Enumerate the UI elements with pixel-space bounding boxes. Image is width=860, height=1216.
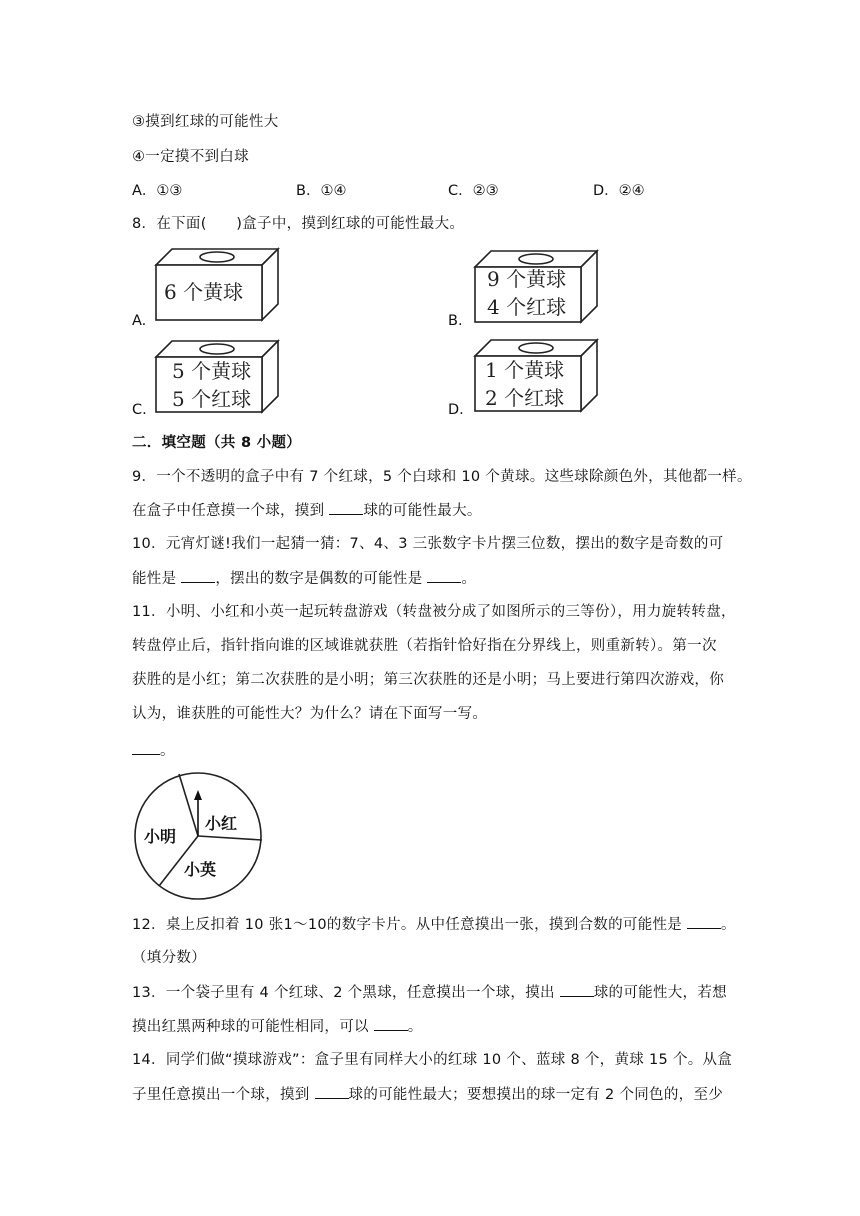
q9-line-2: 在盒子中任意摸一个球，摸到 球的可能性最大。 [132,500,482,521]
section-heading-fill-in: 二．填空题（共 8 小题） [132,435,302,451]
q11-line-2: 转盘停止后，指针指向谁的区域谁就获胜（若指针恰好指在分界线上，则重新转）。第一次 [132,638,717,654]
q10-answer-blank-even[interactable] [427,568,461,583]
q14-line-2: 子里任意摸出一个球，摸到 球的可能性最大；要想摸出的球一定有 2 个同色的，至少 [132,1084,723,1105]
spinner-label-xiaoying: 小英 [184,860,217,879]
q8-box-b-image [469,246,601,326]
q8-box-d-line1: 1 个黄球 [485,358,565,382]
q11-line-3: 获胜的是小红；第二次获胜的是小明；第三次获胜的还是小明；马上要进行第四次游戏，你 [132,672,724,688]
q8-option-d-letter: D. [448,402,464,418]
q8-option-b-letter: B. [448,313,463,329]
q8-box-d-line2: 2 个红球 [485,386,565,410]
q7-option-b: B．①④ [296,183,347,199]
q12-line-2: （填分数） [132,950,206,966]
q11-line-1: 11．小明、小红和小英一起玩转盘游戏（转盘被分成了如图所示的三等份），用力旋转转盘， [132,604,736,620]
q7-statement-4: ④一定摸不到白球 [132,149,249,165]
q8-box-a-image [150,244,282,324]
q7-option-a: A．①③ [132,183,183,199]
q12-line-1: 12．桌上反扣着 10 张1～10的数字卡片。从中任意摸出一张，摸到合数的可能性是 。 [132,914,736,935]
q13-line-1: 13．一个袋子里有 4 个红球、2 个黑球，任意摸出一个球，摸出 球的可能性大，若想 [132,982,727,1003]
spinner-label-xiaoming: 小明 [144,827,177,846]
q8-box-c-line2: 5 个红球 [172,387,252,411]
q8-box-a-line1: 6 个黄球 [164,280,244,304]
q8-box-d-image [469,335,601,415]
q7-statement-3: ③摸到红球的可能性大 [132,114,279,130]
q8-option-a-letter: A. [132,313,147,329]
q8-stem: 8．在下面( )盒子中，摸到红球的可能性最大。 [132,216,465,232]
q10-answer-blank-odd[interactable] [181,568,215,583]
q11-spinner-diagram [128,770,268,902]
q11-answer-blank[interactable] [132,740,160,755]
q11-answer-line: 。 [132,740,175,761]
q10-line-2: 能性是 ，摆出的数字是偶数的可能性是 。 [132,568,476,589]
q8-box-b-line2: 4 个红球 [487,295,567,319]
q13-line-2: 摸出红黑两种球的可能性相同，可以 。 [132,1016,423,1037]
q13-answer-blank-method[interactable] [374,1016,408,1031]
q9-answer-blank[interactable] [329,500,363,515]
q11-line-4: 认为，谁获胜的可能性大？为什么？请在下面写一写。 [132,706,488,722]
q14-line-1: 14．同学们做“摸球游戏”：盒子里有同样大小的红球 10 个、蓝球 8 个，黄球 15 个。从盒 [132,1052,733,1068]
q10-line-1: 10．元宵灯谜!我们一起猜一猜：7、4、3 三张数字卡片摆三位数，摆出的数字是奇数的可 [132,536,724,552]
q7-option-c: C．②③ [448,183,499,199]
q8-box-c-line1: 5 个黄球 [172,359,252,383]
q8-box-c-image [150,336,282,416]
q12-answer-blank[interactable] [687,914,721,929]
q14-answer-blank[interactable] [315,1084,349,1099]
q8-option-c-letter: C. [132,402,147,418]
q8-box-b-line1: 9 个黄球 [487,267,567,291]
spinner-label-xiaohong: 小红 [205,814,238,833]
q7-option-d: D．②④ [593,183,645,199]
q9-line-1: 9．一个不透明的盒子中有 7 个红球，5 个白球和 10 个黄球。这些球除颜色外，其他都一样。 [132,469,752,485]
q13-answer-blank-color[interactable] [560,982,594,997]
